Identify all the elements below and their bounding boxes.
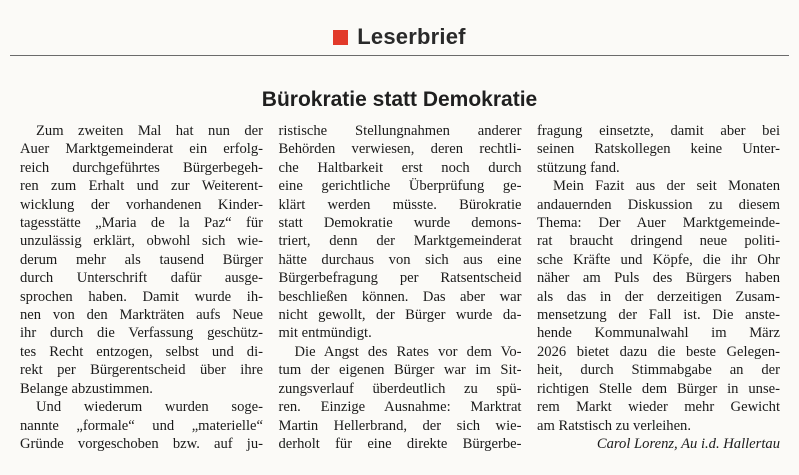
text-line: che Haltbarkeit erst noch durch [278, 159, 522, 176]
text-line: nicht gewollt, der Bürger wurde da- [278, 307, 522, 324]
text-line: beschließen können. Das aber war [278, 288, 522, 305]
text-line: tes Recht entzogen, selbst und di- [20, 343, 263, 360]
text-line: Und wiederum wurden soge- [36, 399, 263, 416]
text-line: reich durchgeführtes Bürgerbegeh- [20, 159, 263, 176]
text-line: hätte durchaus von sich aus eine [278, 251, 522, 268]
text-line: hende Kommunalwahl im März [537, 325, 780, 342]
text-line: rem Markt wieder mehr Gewicht [537, 399, 780, 416]
text-line: unzulässig erklärt, obwohl sich wie- [20, 233, 263, 250]
text-line: richtigen Stelle dem Bürger in unse- [537, 380, 780, 397]
text-line: tagesstätte „Maria de la Paz“ für [20, 215, 263, 232]
text-line: zungsverlauf überdeutlich zu spü- [278, 380, 522, 397]
section-kicker [0, 24, 799, 50]
text-line: ihr durch die Verfassung geschütz- [20, 325, 263, 342]
red-square-icon [333, 30, 348, 45]
article-headline: Bürokratie statt Demokratie [261, 88, 538, 111]
text-line: derum mehr als tausend Bürger [20, 251, 263, 268]
text-line: triert, denn der Marktgemeinderat [278, 233, 522, 250]
text-line: durch Unterschrift dafür ausge- [20, 270, 263, 287]
text-line: sprochen haben. Damit wurde ih- [20, 288, 263, 305]
text-column-3 [537, 122, 780, 453]
text-line: nannte „formale“ und „materielle“ [20, 417, 263, 434]
header-rule [10, 55, 789, 56]
text-line: Mein Fazit aus der seit Monaten [553, 178, 780, 195]
text-line: stützung fand. [537, 159, 620, 176]
article-body [20, 122, 780, 453]
text-line: rat braucht dringend neue politi- [537, 233, 780, 250]
text-line: Behörden verwiesen, deren rechtli- [278, 141, 522, 158]
text-column-1 [20, 122, 263, 453]
text-line: statt Demokratie wurde demons- [278, 215, 522, 232]
text-line: näher am Puls des Bürgers haben [537, 270, 780, 287]
section-label: Leserbrief [357, 24, 466, 49]
text-line: nen von den Markträten aufs Neue [20, 307, 263, 324]
text-line: ren zum Erhalt und zur Weiterent- [20, 178, 263, 195]
text-line: Martin Hellerbrand, der sich wie- [278, 417, 522, 434]
text-line: wicklung der vorhandenen Kinder- [20, 196, 263, 213]
text-line: Belange abzustimmen. [20, 380, 153, 397]
text-line: sche Kräfte und Köpfe, die ihr Ohr [537, 251, 780, 268]
text-line: derholt für eine direkte Bürgerbe- [278, 435, 522, 452]
text-line: Bürgerbefragung per Ratsentscheid [278, 270, 522, 287]
text-line: mensetzung der Fall ist. Die anste- [537, 307, 780, 324]
text-line: tum der eigenen Bürger war im Sit- [278, 362, 522, 379]
text-line: fragung einsetzte, damit aber bei [537, 123, 780, 139]
text-line: ristische Stellungnahmen anderer [278, 123, 522, 139]
text-line: am Ratstisch zu verleihen. [537, 417, 691, 434]
text-line: heit, durch Stimmabgabe an der [537, 362, 780, 379]
text-line: eine gerichtliche Überprüfung ge- [278, 178, 522, 195]
text-line: klärt werden müsste. Bürokratie [278, 196, 522, 213]
text-line: mit entmündigt. [278, 325, 372, 342]
text-line: Die Angst des Rates vor dem Vo- [294, 343, 522, 360]
text-line: als das in der derzeitigen Zusam- [537, 288, 780, 305]
text-line: ren. Einzige Ausnahme: Marktrat [278, 399, 522, 416]
text-line: Thema: Der Auer Marktgemeinde- [537, 215, 780, 232]
text-line: Auer Marktgemeinderat ein erfolg- [20, 141, 263, 158]
text-column-2 [279, 122, 522, 453]
author-signature: Carol Lorenz, Au i.d. Hallertau [596, 435, 780, 452]
text-line: rekt per Bürgerentscheid über ihre [20, 362, 263, 379]
text-line: seinen Ratskollegen keine Unter- [537, 141, 780, 158]
text-line: 2026 bietet dazu die beste Gelegen- [537, 343, 780, 360]
text-line: andauernden Diskussion zu diesem [537, 196, 780, 213]
text-line: Zum zweiten Mal hat nun der [36, 123, 263, 139]
text-line: Gründe vorgeschoben bzw. auf ju- [20, 435, 263, 452]
